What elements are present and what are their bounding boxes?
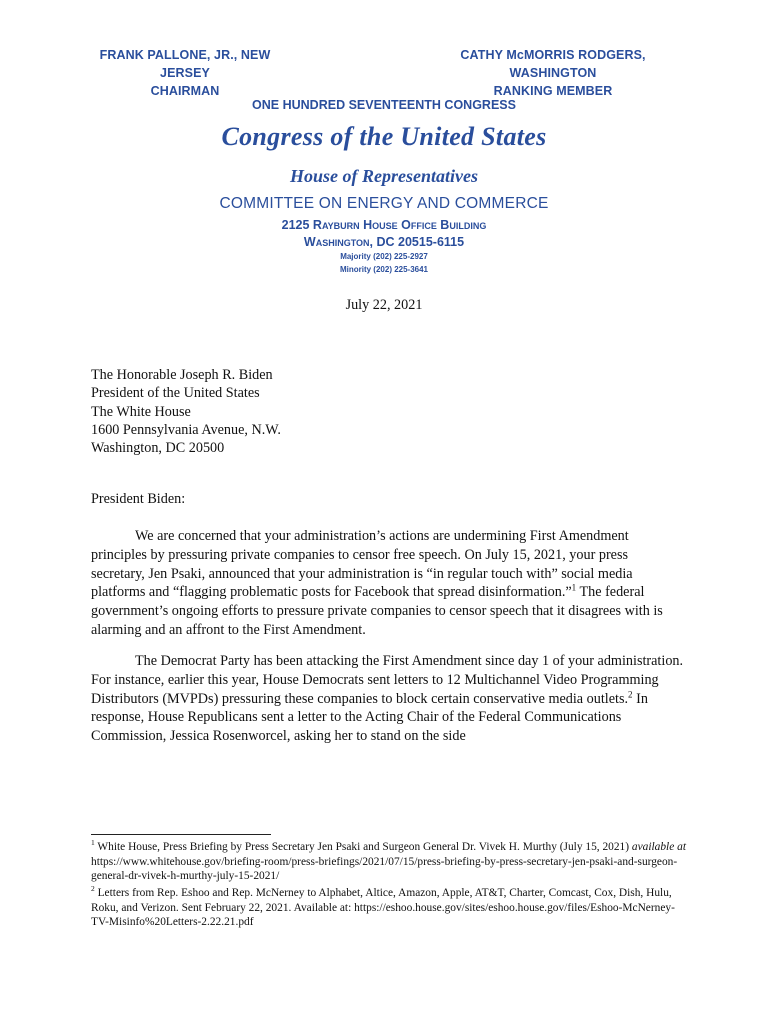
letter-date: July 22, 2021 [345, 297, 423, 313]
recipient-address [91, 366, 281, 457]
footnote-ref-2: 2 [628, 688, 633, 699]
footnote-number: 2 [91, 884, 95, 894]
salutation: President Biden: [91, 491, 186, 507]
recipient-line: 1600 Pennsylvania Avenue, N.W. [91, 421, 281, 438]
footnote-emphasis: available at [631, 841, 686, 853]
body-paragraph-1 [91, 527, 685, 640]
ranking-member-name: CATHY McMORRIS RODGERS, WASHINGTON [460, 48, 646, 80]
footnote-text: Letters from Rep. Eshoo and Rep. McNerney to Alphabet, Altice, Amazon, Apple, AT&T, Charter, Comcast, Cox, Dish, Hulu, Roku, and Verizon. Sent February 22, 2021. Available at: https://eshoo.house.gov/sites/eshoo.house.gov/files/Eshoo-McNerney-TV-Misinfo%20Letters-2.22.21.pdf [91, 887, 675, 929]
paragraph-text: The Democrat Party has been attacking the First Amendment since day 1 of your administration. For instance, earlier this year, House Democrats sent letters to 12 Multichannel Video Programming Distributors (MVPDs) pressuring these companies to block certain conservative media outlets. [91, 653, 684, 707]
ranking-member-title: RANKING MEMBER [493, 84, 613, 98]
paragraph-text: We are concerned that your administration’s actions are undermining First Amendment principles by pressuring private companies to censor free speech. On July 15, 2021, your press secretary, Jen Psaki, announced that your administration is “in regular touch with” social media platforms and “flagging problematic posts for Facebook that spread disinformation.” [91, 528, 633, 601]
footnote-separator [91, 834, 271, 835]
paragraph-text: In response, House Republicans sent a letter to the Acting Chair of the Federal Communications Commission, Jessica Rosenworcel, asking her to stand on the side [91, 690, 648, 745]
body-paragraph-2 [91, 652, 685, 746]
recipient-line: The Honorable Joseph R. Biden [91, 367, 273, 383]
chairman-name: FRANK PALLONE, JR., NEW JERSEY [99, 48, 271, 80]
congress-number: ONE HUNDRED SEVENTEENTH CONGRESS [252, 98, 516, 112]
ranking-member-block [418, 46, 688, 100]
recipient-line: Washington, DC 20500 [91, 440, 225, 457]
phone-majority: Majority (202) 225-2927 [340, 252, 428, 261]
committee-name: COMMITTEE ON ENERGY AND COMMERCE [219, 195, 549, 212]
footnote-2 [91, 886, 691, 930]
recipient-line: The White House [91, 403, 191, 420]
house-title: House of Representatives [290, 166, 478, 186]
footnote-ref-1: 1 [571, 582, 577, 593]
committee-address-city: Washington, DC 20515-6115 [303, 235, 465, 249]
chairman-block [75, 46, 295, 100]
committee-address-street: 2125 Rayburn House Office Building [281, 218, 487, 232]
footnote-url: https://www.whitehouse.gov/briefing-room/press-briefings/2021/07/15/press-briefing-by-press-secretary-jen-psaki-and-surgeon-general-dr-vivek-h-murthy-july-15-2021/ [91, 855, 678, 883]
footnote-text: White House, Press Briefing by Press Secretary Jen Psaki and Surgeon General Dr. Vivek H. Murthy (July 15, 2021) [94, 841, 632, 853]
footnote-number: 1 [91, 838, 95, 848]
recipient-line: President of the United States [91, 385, 260, 402]
chairman-title: CHAIRMAN [150, 84, 220, 98]
paragraph-text: The federal government’s ongoing efforts to pressure private companies to censor speech that it disagrees with is alarming and an affront to the First Amendment. [91, 584, 663, 638]
congress-title: Congress of the United States [221, 122, 547, 151]
footnote-1 [91, 840, 691, 884]
phone-minority: Minority (202) 225-3641 [339, 265, 429, 274]
